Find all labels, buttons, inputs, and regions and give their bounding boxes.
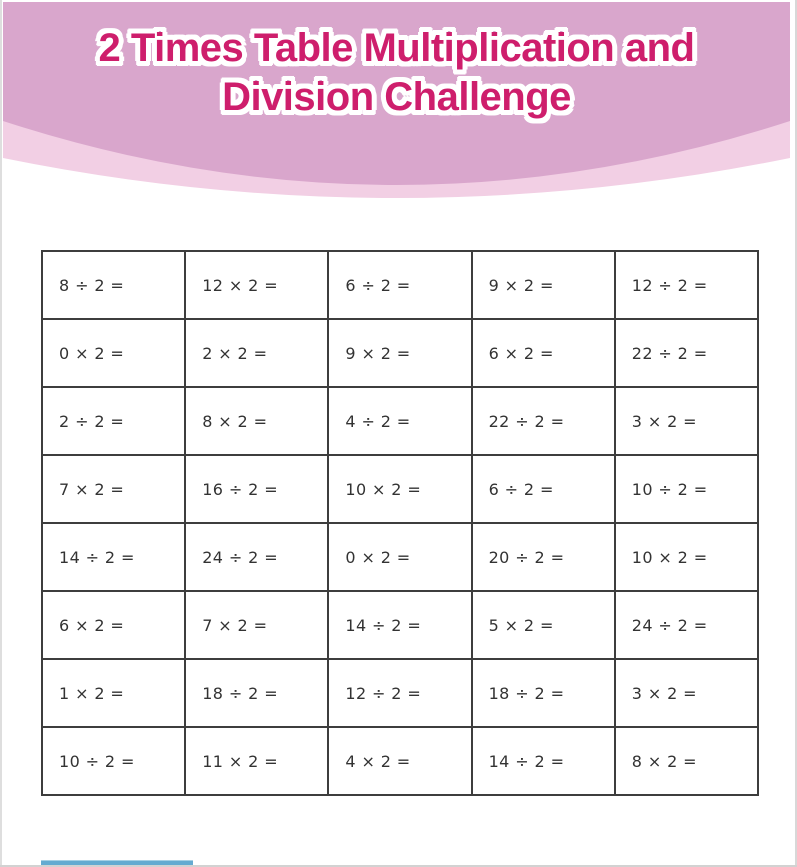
problem-cell: 22 ÷ 2 =: [472, 387, 615, 455]
problem-cell: 0 × 2 =: [328, 523, 471, 591]
problem-cell: 12 ÷ 2 =: [615, 251, 758, 319]
table-row: [42, 319, 758, 387]
problem-cell: 6 ÷ 2 =: [472, 455, 615, 523]
problem-cell: 10 ÷ 2 =: [615, 455, 758, 523]
table-row: [42, 387, 758, 455]
problem-cell: 10 × 2 =: [615, 523, 758, 591]
table-row: [42, 251, 758, 319]
problem-cell: 20 ÷ 2 =: [472, 523, 615, 591]
problem-cell: 9 × 2 =: [472, 251, 615, 319]
table-row: [42, 455, 758, 523]
problem-cell: 11 × 2 =: [185, 727, 328, 795]
problem-cell: 6 × 2 =: [472, 319, 615, 387]
problem-cell: 8 × 2 =: [615, 727, 758, 795]
problems-table: [41, 250, 759, 796]
problem-cell: 4 ÷ 2 =: [328, 387, 471, 455]
page-title-line-1: 2 Times Table Multiplication and: [98, 26, 695, 70]
table-row: [42, 523, 758, 591]
page-title-line-2: Division Challenge: [222, 75, 571, 119]
problem-cell: 8 ÷ 2 =: [42, 251, 185, 319]
table-row: [42, 659, 758, 727]
page-edge-left: [0, 0, 2, 867]
problem-cell: 10 × 2 =: [328, 455, 471, 523]
problem-cell: 24 ÷ 2 =: [615, 591, 758, 659]
problem-cell: 14 ÷ 2 =: [328, 591, 471, 659]
problem-cell: 10 ÷ 2 =: [42, 727, 185, 795]
problem-cell: 7 × 2 =: [42, 455, 185, 523]
problem-cell: 1 × 2 =: [42, 659, 185, 727]
page-title: [0, 24, 793, 122]
problem-cell: 12 × 2 =: [185, 251, 328, 319]
problem-cell: 7 × 2 =: [185, 591, 328, 659]
problem-cell: 4 × 2 =: [328, 727, 471, 795]
table-row: [42, 591, 758, 659]
problem-cell: 5 × 2 =: [472, 591, 615, 659]
problem-cell: 3 × 2 =: [615, 659, 758, 727]
problem-cell: 6 ÷ 2 =: [328, 251, 471, 319]
problem-cell: 12 ÷ 2 =: [328, 659, 471, 727]
problem-cell: 9 × 2 =: [328, 319, 471, 387]
problem-cell: 22 ÷ 2 =: [615, 319, 758, 387]
problem-cell: 0 × 2 =: [42, 319, 185, 387]
problems-table-body: [42, 251, 758, 795]
problem-cell: 14 ÷ 2 =: [472, 727, 615, 795]
problem-cell: 2 × 2 =: [185, 319, 328, 387]
problem-cell: 2 ÷ 2 =: [42, 387, 185, 455]
problem-cell: 3 × 2 =: [615, 387, 758, 455]
problem-cell: 16 ÷ 2 =: [185, 455, 328, 523]
problem-cell: 18 ÷ 2 =: [185, 659, 328, 727]
problem-cell: 14 ÷ 2 =: [42, 523, 185, 591]
table-row: [42, 727, 758, 795]
problem-cell: 18 ÷ 2 =: [472, 659, 615, 727]
problem-cell: 6 × 2 =: [42, 591, 185, 659]
problem-cell: 24 ÷ 2 =: [185, 523, 328, 591]
problem-cell: 8 × 2 =: [185, 387, 328, 455]
